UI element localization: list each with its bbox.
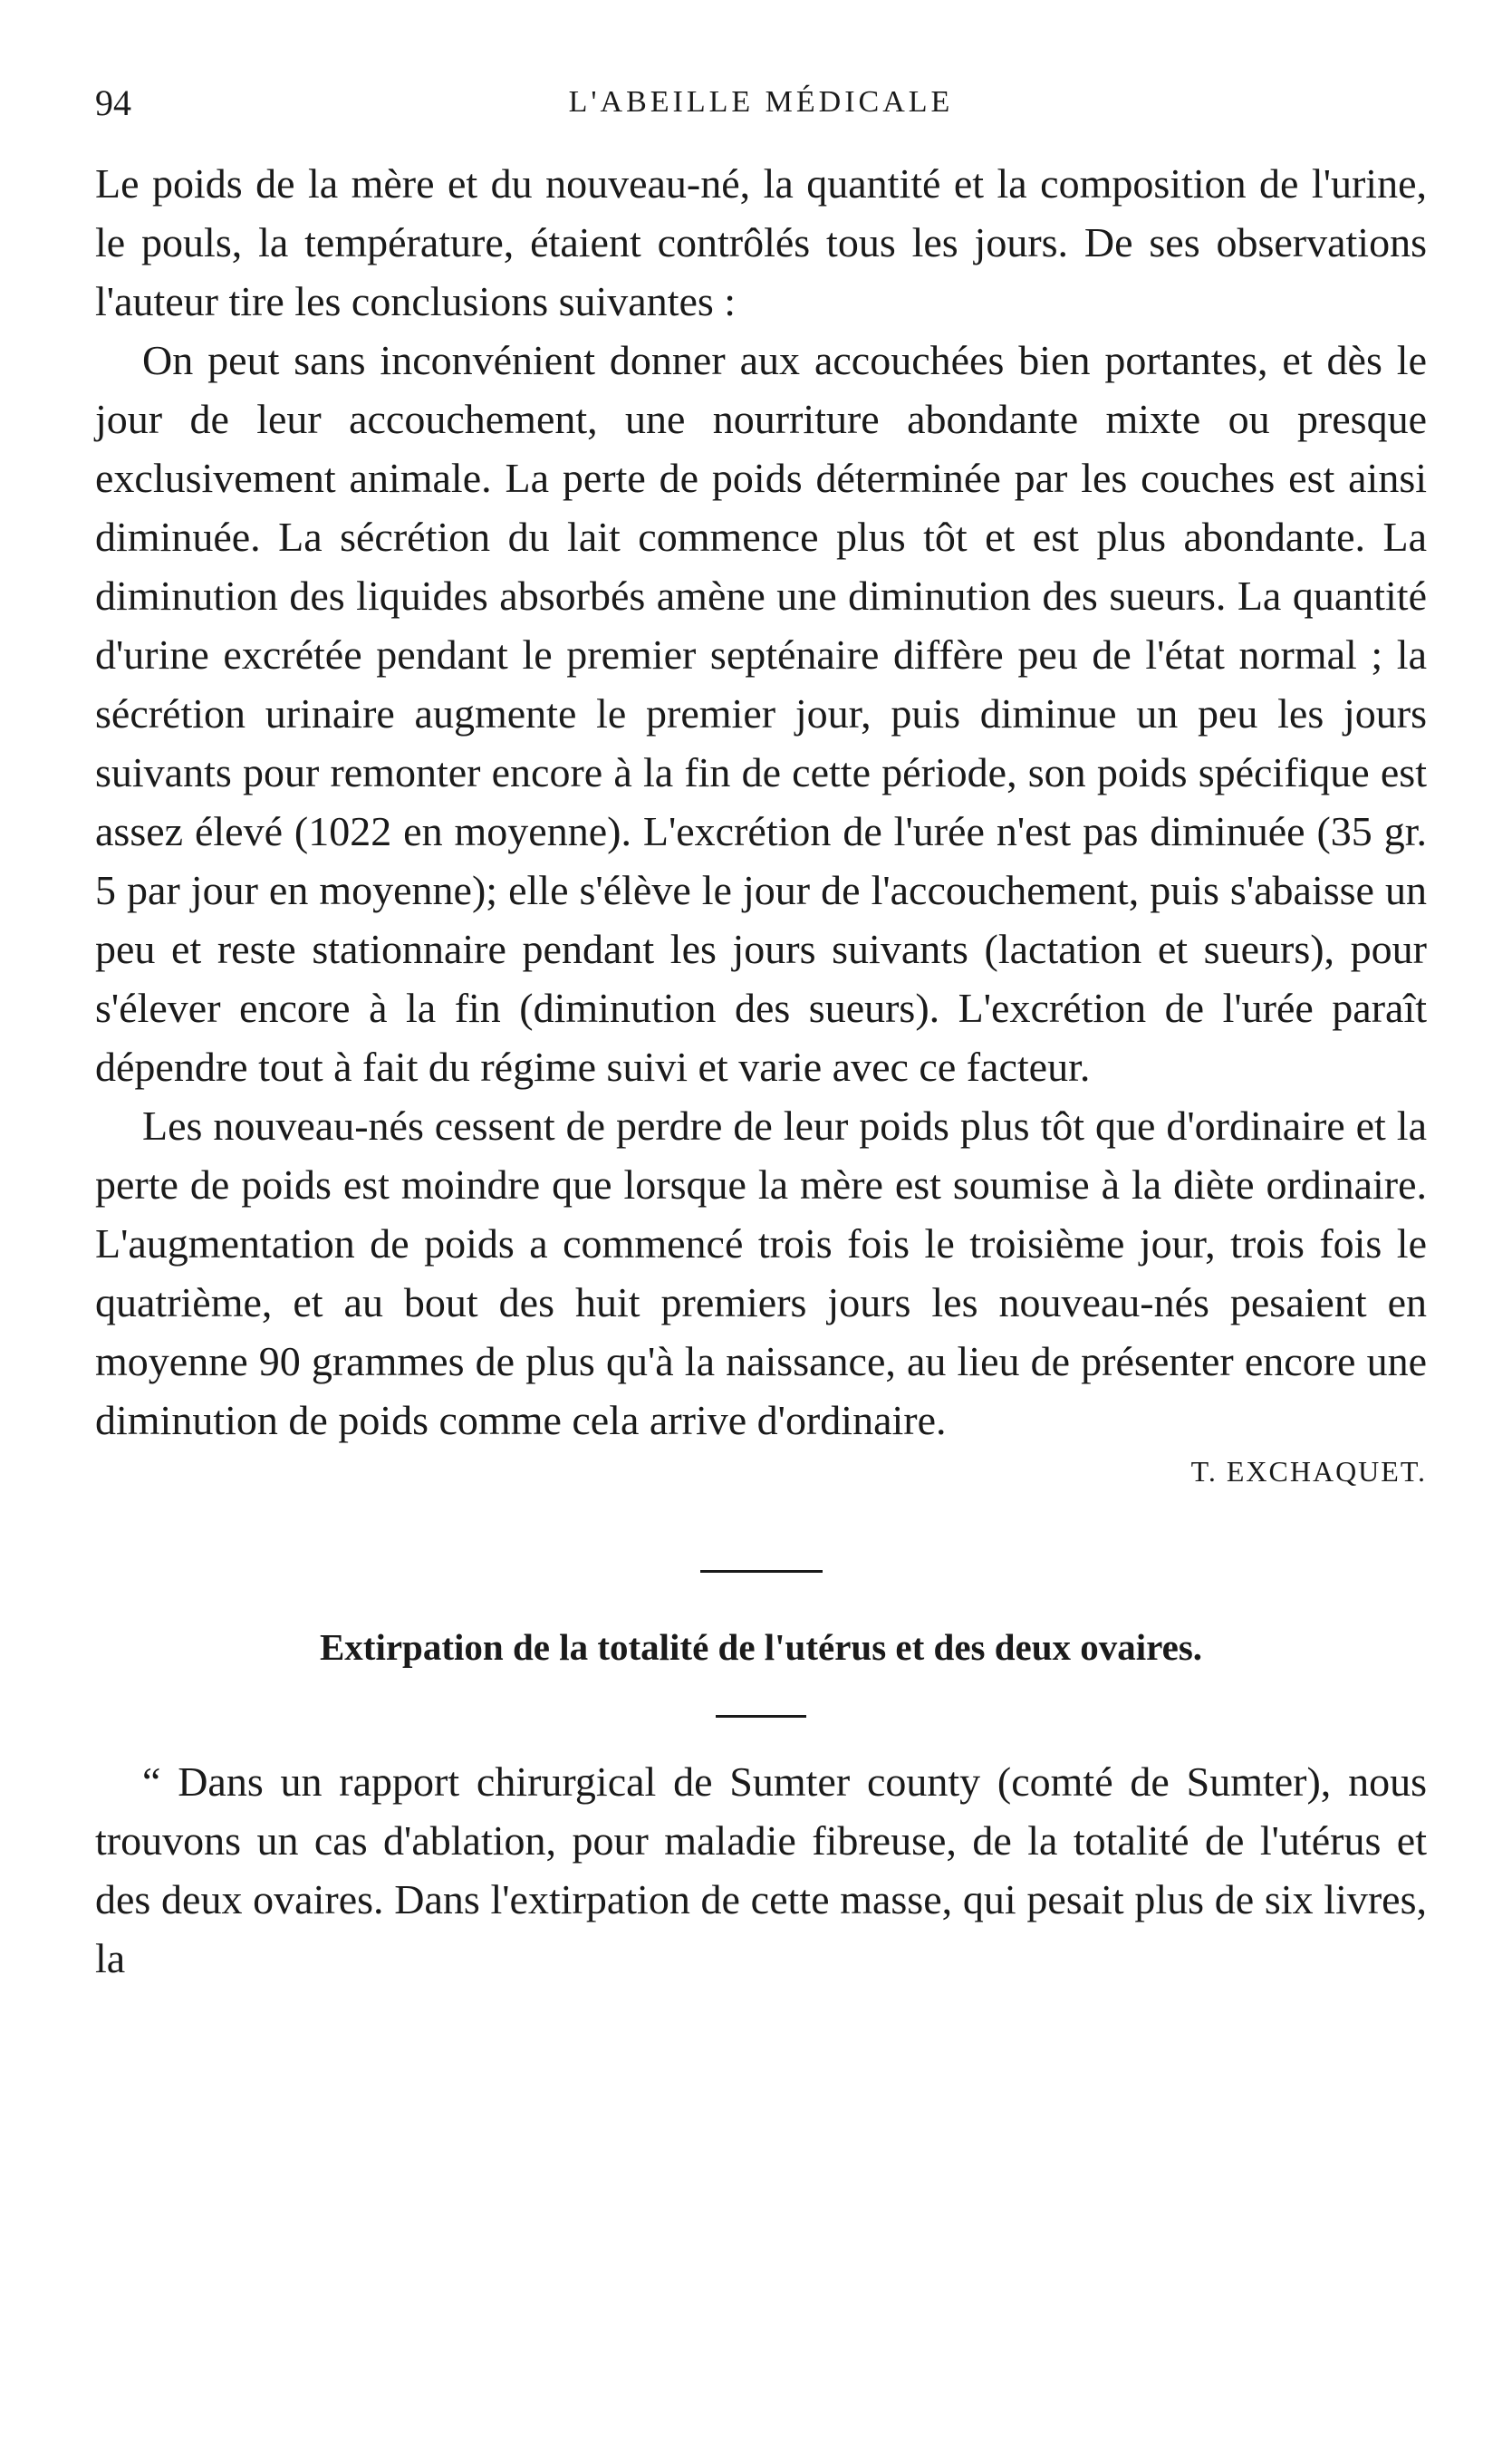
section-divider [700,1570,823,1573]
author-signature: T. EXCHAQUET. [1190,1455,1427,1488]
article-lait-regime [95,154,1427,1488]
section-title: Extirpation de la totalité de l'utérus et des deux ovaires. [319,1626,1203,1668]
running-head [95,82,1427,136]
page [95,82,1427,1988]
article-extirpation [95,1620,1427,1988]
journal-title: L'ABEILLE MÉDICALE [568,85,954,119]
paragraph: “ Dans un rapport chirurgical de Sumter county (comté de Sumter), nous trouvons un cas d'ablation, pour maladie fibreuse, de la totalité de l'utérus et des deux ovaires. Dans l'extirpation de cette masse, qui pesait plus de six livres, la [95,1758,1427,1981]
page-number: 94 [95,82,131,123]
paragraph: On peut sans inconvénient donner aux accouchées bien portantes, et dès le jour de leur accouchement, une nourriture abondante mixte ou presque exclusivement animale. La perte de poids déterminée par les couches est ainsi diminuée. La sécrétion du lait commence plus tôt et est plus abondante. La diminution des liquides absorbés amène une diminution des sueurs. La quantité d'urine excrétée pendant le premier septénaire diffère peu de l'état normal ; la sécrétion urinaire augmente le premier jour, puis diminue un peu les jours suivants pour remonter encore à la fin de cette période, son poids spécifique est assez élevé (1022 en moyenne). L'excrétion de l'urée n'est pas diminuée (35 gr. 5 par jour en moyenne); elle s'élève le jour de l'accouchement, puis s'abaisse un peu et reste stationnaire pendant les jours suivants (lactation et sueurs), pour s'élever encore à la fin (diminution des sueurs). L'excrétion de l'urée paraît dépendre tout à fait du régime suivi et varie avec ce facteur. [95,337,1427,1090]
title-divider [716,1715,806,1718]
paragraph: Le poids de la mère et du nouveau-né, la quantité et la composition de l'urine, le pouls, la température, étaient contrôlés tous les jours. De ses observations l'auteur tire les conclusions suivantes : [95,160,1427,324]
paragraph: Les nouveau-nés cessent de perdre de leur poids plus tôt que d'ordinaire et la perte de poids est moindre que lorsque la mère est soumise à la diète ordinaire. L'augmentation de poids a commencé trois fois le troisième jour, trois fois le quatrième, et au bout des huit premiers jours les nouveau-nés pesaient en moyenne 90 grammes de plus qu'à la naissance, au lieu de présenter encore une diminution de poids comme cela arrive d'ordinaire. [95,1103,1427,1443]
